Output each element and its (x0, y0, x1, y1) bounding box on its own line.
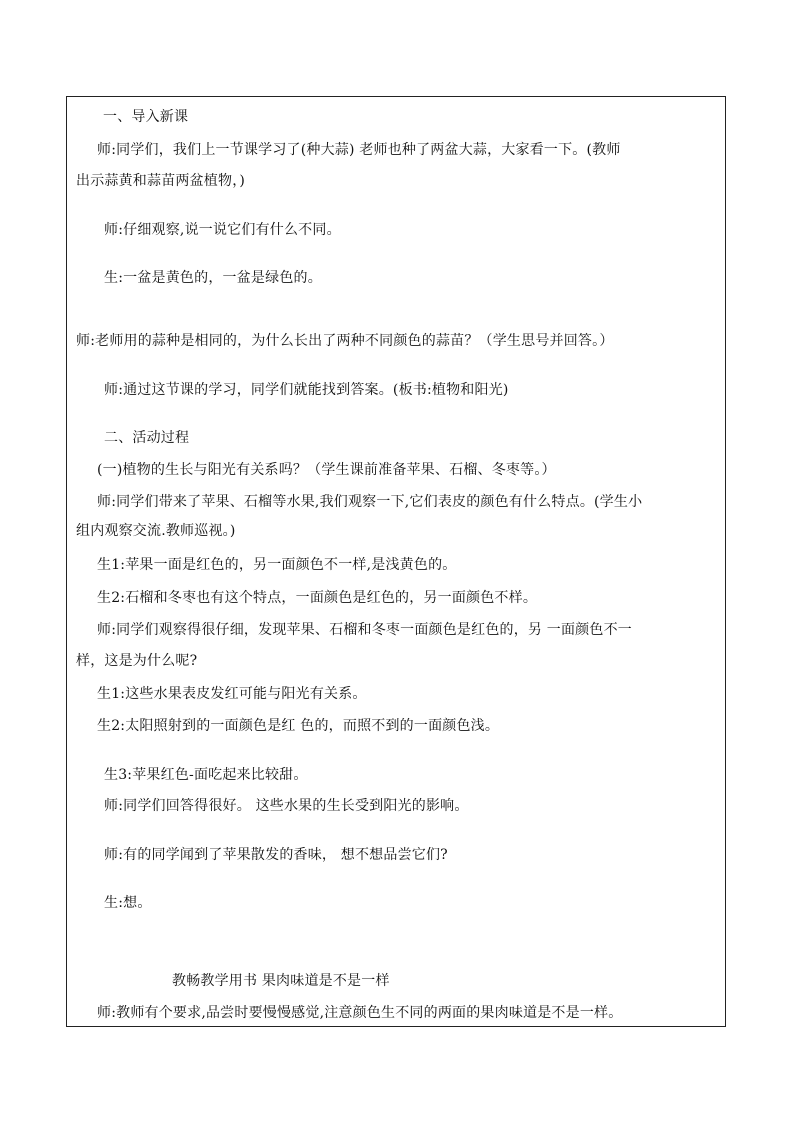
paragraph-line: (一)植物的生长与阳光有关系吗？（学生课前准备苹果、石榴、冬枣等。） (97, 462, 556, 478)
paragraph-line: 生2:石榴和冬枣也有这个特点，一面颜色是红色的，另一面颜色不样。 (97, 590, 538, 606)
paragraph-line: 出示蒜黄和蒜苗两盆植物，) (76, 173, 246, 189)
paragraph-line: 师:教师有个要求,品尝时要慢慢感觉,注意颜色生不同的两面的果肉味道是不是一样。 (97, 1005, 623, 1021)
section-heading-activity: 二、活动过程 (104, 430, 190, 446)
paragraph-line: 师:仔细观察,说一说它们有什么不同。 (104, 222, 341, 238)
paragraph-line: 生2:太阳照射到的一面颜色是红 色的，而照不到的一面颜色浅。 (97, 718, 500, 734)
paragraph-line: 生:想。 (104, 895, 152, 911)
paragraph-line: 样，这是为什么呢? (76, 653, 198, 669)
paragraph-line: 生1:苹果一面是红色的，另一面颜色不一样,是浅黄色的。 (97, 557, 457, 573)
paragraph-line: 教畅教学用书 果肉味道是不是一样 (172, 973, 390, 989)
paragraph-line: 生1:这些水果表皮发红可能与阳光有关系。 (97, 686, 367, 702)
paragraph-line: 生:一盆是黄色的，一盆是绿色的。 (104, 270, 322, 286)
paragraph-line: 生3:苹果红色-面吃起来比较甜。 (104, 767, 308, 783)
paragraph-line: 师:同学们观察得很仔细，发现苹果、石榴和冬枣一面颜色是红色的，另 一面颜色不一 (97, 622, 632, 638)
paragraph-line: 师:同学们回答得很好。 这些水果的生长受到阳光的影响。 (104, 798, 469, 814)
section-heading-intro: 一、导入新课 (103, 109, 189, 125)
paragraph-line: 师:同学们，我们上一节课学习了(种大蒜) 老师也种了两盆大蒜，大家看一下。(教师 (97, 142, 621, 158)
paragraph-line: 师:有的同学闻到了苹果散发的香味， 想不想品尝它们? (104, 847, 448, 863)
paragraph-line: 组内观察交流.教师巡视。) (76, 523, 236, 539)
paragraph-line: 师:老师用的蒜种是相同的，为什么长出了两种不同颜色的蒜苗？（学生思号并回答。） (76, 333, 614, 349)
paragraph-line: 师:同学们带来了苹果、石榴等水果,我们观察一下,它们表皮的颜色有什么特点。(学生小 (97, 494, 643, 510)
paragraph-line: 师:通过这节课的学习，同学们就能找到答案。(板书:植物和阳光) (104, 382, 509, 398)
